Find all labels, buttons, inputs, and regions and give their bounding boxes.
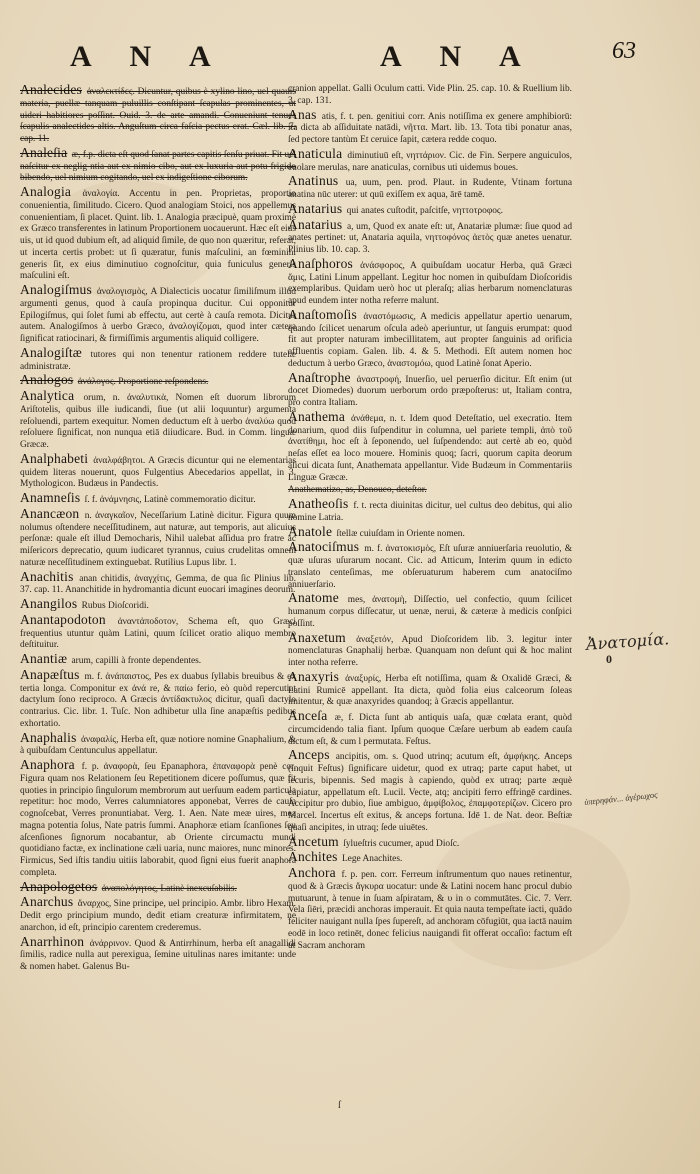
entry-headword: Anantapodoton [20, 611, 106, 627]
entry-definition: f. p. pen. corr. Ferreum inſtrumentum quo naues retinentur, quod & à Græcis ἄγκυρα uocatur: unde & Latini nocem hanc procul dubio mutuarunt, à tenue in ſuam aſpiratam, & υ in o commutātes. Cic. 7. Verr. Vela ſiēri, præcidi anchoras imperauit. Et quia nauta tempeſtate iacti, quādo feliciter nauigant nulla ſpes ſupereſt, ad anchoram cōfugiūt, qua iactā nauim eodē in loco retinēt, donec felicius nauigandi fit offerat occaſio: factum eſt ut Sacram anchoram [288, 870, 572, 951]
entry-headword: Anapæſtus [20, 666, 80, 682]
entry-definition: Anathematizo, as, Denoueo, deteſtor. [288, 485, 427, 496]
entry-definition: ἀναπολόγητος, Latinè inexcuſabilis. [101, 883, 237, 894]
dictionary-entry [288, 867, 572, 952]
entry-definition: a, um, Quod ex anate eſt: ut, Anatariæ plumæ: ſiue quod ad anates pertinet: ut, Anataria aquila, νηττοφόνος ἀετὸς quæ anetes uenatur. Plinius lib. 10. cap. 3. [288, 221, 572, 255]
left-column [20, 84, 296, 1064]
dictionary-entry [288, 668, 572, 709]
dictionary-entry [288, 175, 572, 202]
entry-headword: Analogos [20, 372, 74, 388]
entry-definition: orum, n. ἀναλυτικὰ, Nomen eſt duorum librorum Ariſtotelis, quibus ille iudicandi, ſiue (ut alii loquuntur) argumenta reſoluendi, partem exequitur. Nomen deductum eſt à uerbo ἀναλύω quod reſoluere ſignificat, non nunqua etiā diiudicare. Bud. in Comm. linguæ Græcæ. [20, 393, 296, 450]
entry-definition: f. p. ἀναφορὰ, ſeu Epanaphora, ἐπαναφορὰ penè cor. Figura quam nos Relationem ſeu Repetitionem dicere poſſumus, quæ fit quoties in principio ſingulorum membrorum aut uerſuum eadem particula repetitur: hoc modo, Verres calumniatores apponebat, Verres de cauſa cognoſcebat, Verres pronuntiabat. Verg. 1. Aen. Nate meæ uires, mea magna potentia ſolus, Nate patris ſummi. Anaphoræ etiam ſcanſiones ſeu aſcenſiones ſignorum nocabantur, ab Oriente circumactu mundi quotidiano factæ, ex inclinatione cæli uaria, nunc maiores, nunc minores. Firmicus, Sed iſtis tandiu uitiis laborabit, quod ſigni eius fuerit anaphora completa. [20, 762, 296, 878]
entry-definition: f. t. recta diuinitas dicitur, uel cultus deo debitus, qui alio nomine Latria. [288, 501, 572, 523]
dictionary-entry [20, 390, 296, 452]
entry-definition: ἀνάσφορος, A quibuſdam uocatur Herba, quā Græci ἄμις, Latini Linum appellant. Legitur hoc nomen in quibuſdam Dioſcoridis exemplaribus. Quidam uerò hoc ut pleraſq; alias herbarum nomenclaturas apud eundem inter notha referre malunt. [288, 260, 572, 306]
entry-headword: Anachitis [20, 568, 74, 584]
dictionary-entry [288, 145, 572, 175]
dictionary-entry [20, 878, 296, 896]
right-column [288, 84, 572, 1064]
dictionary-entry [288, 629, 572, 670]
entry-definition: ſylueſtris cucumer, apud Dioſc. [343, 838, 460, 849]
entry-headword: Anaxyris [288, 668, 340, 684]
entry-headword: Ancetum [288, 833, 339, 849]
entry-headword: Anaſtomoſis [288, 306, 357, 322]
entry-definition: ἀναξυρίς, Herba eſt notiſſima, quam & Oxalidē Græci, & Latini Rumicē appellant. Ita dicta, quòd folia eius calceorum ſoleas imitentur, & quæ anaxyrides quandoq; à Græcis appellantur. [288, 673, 572, 708]
entry-definition: ſtellæ cuiuſdam in Oriente nomen. [336, 528, 465, 539]
dictionary-entry [20, 933, 296, 974]
handwritten-margin-note: Ἀνατομία. [585, 629, 670, 654]
dictionary-entry [20, 896, 296, 934]
dictionary-entry [288, 523, 572, 541]
dictionary-entry [20, 505, 296, 570]
entry-definition: diminutiuū eſt, νηττάριον. Cic. de Fin. Serpere anguiculos, euolare merulas, nare anaticulas, cornibus uti uidemus boues. [288, 150, 572, 173]
dictionary-entry [288, 541, 572, 591]
entry-definition: ἀναλογισμὸς, A Dialecticis uocatur ſimiliſmum illud argumenti genus, quod à cauſa propinqua ducitur. Cui opponitur Epilogiſmus, qui ſolet ſumi ab effectu, aut certè à cauſa remota. Dicitur autem. Analogiſmos à uerbo Græco, ἀναλογίζομαι, quod inter cætera ſignificat ratiocinari, & firmiſſimis argumentis aliquid colligere. [20, 287, 296, 344]
entry-headword: Analogia [20, 184, 72, 199]
dictionary-entry [20, 84, 296, 146]
entry-definition: arum, capilli à fronte dependentes. [71, 656, 202, 666]
dictionary-entry [20, 653, 296, 668]
entry-headword: Anceps [288, 747, 330, 763]
entry-headword: Anangilos [20, 596, 78, 611]
entry-definition: ἀναστόμωσις, A medicis appellatur apertio uenarum, quando ſcilicet uenarum oſcula adeò aperiuntur, ut ſanguis erumpat: quod fit aut propter naturam imbecillitatem, aut propter ſanguinis ad orificia affluentis copiam. Galen. lib. 4. & 5. Methodi. Eſt autem nomen hoc deductum à uerbo Græco, ἀναστομόω, quod Latinè ſonat Aperio. [288, 311, 572, 369]
entry-headword: Anaſphoros [288, 255, 353, 271]
entry-headword: Anathema [288, 408, 346, 424]
entry-headword: Anatociſmus [288, 539, 360, 555]
entry-headword: Anatinus [288, 173, 339, 189]
entry-headword: Anchora [288, 865, 336, 880]
entry-headword: Anaxetum [288, 629, 346, 645]
dictionary-entry [20, 284, 296, 346]
dictionary-entry [288, 833, 572, 851]
entry-headword: Anarchus [20, 894, 74, 910]
dictionary-entry [288, 369, 572, 410]
entry-definition: anan chitidis, ἀναγχίτις, Gemma, de qua ſic Plinius lib. 37. cap. 11. Ananchitide in hydromantia dicunt euocari imagines deorum. [20, 573, 296, 596]
dictionary-entry [288, 216, 572, 257]
entry-definition: Lege Anachites. [341, 854, 403, 865]
dictionary-entry [288, 710, 572, 748]
entry-definition: ἀναντἀποδοτον, Schema eſt, quo Græci frequentius utuntur quàm Latini, quum ſcilicet oratio aliquo membro deſtituitur. [20, 616, 296, 651]
handwritten-margin-mark: 0 [606, 652, 612, 666]
dictionary-entry [20, 450, 296, 491]
dictionary-entry [20, 611, 296, 652]
entry-definition: ἄναρχος, Sine principe, uel principio. Ambr. libro Hexam. Dedit ergo principium mundo, dedit etiam creaturæ infirmitatem, ne anarchon, id eſt, principio carentem crederemus. [20, 899, 296, 933]
entry-definition: ſ. f. ἀνάμνησις, Latinè commemoratio dicitur. [84, 495, 256, 505]
entry-definition: Rubus Dioſcoridi. [81, 601, 149, 611]
entry-definition: ancipitis, om. s. Quod utrinq; acutum eſt, ἀμφήκης. Anceps (inquit Feſtus) ſignificare uidetur, quod ex utraq; parte caput habet, ut ſecuris, bipennis. Sed magis à capiendo, quòd ex utraq; parte æquè capiatur, appellatum eſt. Lucil. Vecte, atq; ancipiti ferro effringē cardines. Accipitur pro dubio, ſiue ambiguo, ἀμφίβολος, ἐπαμφοτερίζων. Cicero pro Marcel. Incertus eſt exitus, & anceps fortuna. Idē 1. de Nat. deor. Beſtiæ quaſi ancipites, in utraq; ſede uiuētes. [288, 752, 572, 833]
dictionary-entry [20, 186, 296, 283]
entry-definition: atis, f. t. pen. genitiui corr. Anis notiſſima ex genere amphibiorū: ita dicta ab aſſiduitate natādi, νῆττα. Mart. lib. 13. Tota tibi ponatur anas, ſed pectore tantùm Et ceruice ſapit, cætera redde coquo. [288, 111, 572, 145]
running-head-left: A N A [70, 40, 227, 73]
dictionary-entry [288, 84, 572, 108]
entry-definition: tutores qui non tenentur rationem reddere tutelæ administratæ. [20, 349, 296, 372]
dictionary-entry [20, 759, 296, 880]
entry-headword: Analogiſmus [20, 282, 92, 297]
entry-definition: ἀναλεκτίδες. Dicuntur, quibus è xylino lino, uel quauis materia, puellæ tanquam puluillis conſtipant ſcapulas prominentes, ut uideri habitiores poſſint. Ouid. 3. de arte amandi. Conueniunt tenues ſcapulis analectides altis. Anguſtum circa faſcia pectus erat. Cæl. lib. 7. cap. 11. [20, 87, 296, 144]
entry-definition: ἀναλφάβητοι. A Græcis dicuntur qui ne elementarias quidem literas nouerunt, quos Fulgentius Abecedarios appellat, in 3. Mythologicon. Budæus in Pandectis. [20, 455, 296, 490]
entry-headword: Anaphora [20, 757, 75, 772]
entry-headword: Anatole [288, 523, 333, 539]
dictionary-entry [20, 729, 296, 759]
entry-definition: n. ἀναγκαῖον, Neceſſarium Latinè dicitur. Figura quum nolumus oſtendere neceſſitudinem, aut naturæ, aut temporis, aut alicuius perſonæ: quale eſt illud Democharis, Nihil ualebat aſſidua pro fratre ac miſericors deprecatio, quum iudicaret tyrannus, cuius crudelitas omnem naturæ neceſſitudinem extinguebat. Rutilius Lupus libr. 1. [20, 510, 296, 568]
page-number: 63 [612, 38, 636, 64]
entry-definition: qui anates cuſtodit, paſcitſe, νηττοτροφος. [346, 205, 503, 216]
entry-headword: Anamneſis [20, 490, 81, 505]
entry-headword: Anancæon [20, 505, 80, 521]
entry-headword: Anapologetos [20, 878, 98, 894]
entry-definition: m. f. ἀνάπαιστος, Pes ex duabus ſyllabis breuibus & ex tertia longa. Componitur ex ἀνά re, & παίω ferio, eò quòd repercutiat dactylum ſono reciproco. A Græcis ἀντίδακτυλος dicitur, quaſi dactylo contrarius. Cic. libr. 1. Tuſc. Non adhibetur ulla ſine anapæſtis pedibus exhortatio. [20, 671, 296, 729]
dictionary-entry [288, 498, 572, 525]
entry-headword: Anaſtrophe [288, 369, 351, 385]
entry-headword: Anatheoſis [288, 496, 349, 511]
entry-headword: Anchites [288, 849, 338, 865]
dictionary-entry [20, 666, 296, 731]
entry-definition: mes, ἀνατομὴ, Diſſectio, uel confectio, quum ſcilicet humanum corpus diſſecatur, ut uenæ, nerui, & cæteræ à medicis conſpici poſſint. [288, 595, 572, 629]
dictionary-entry [20, 568, 296, 598]
entry-headword: Anatarius [288, 216, 343, 232]
entry-headword: Analphabeti [20, 450, 89, 466]
dictionary-entry [20, 144, 296, 185]
dictionary-entry [20, 344, 296, 374]
entry-headword: Anas [288, 106, 317, 122]
entry-definition: ua, uum, pen. prod. Plaut. in Rudente, Vtinam fortuna anatina nūc uterer: ut quū exiſſem ex aqua, ārē tamē. [288, 178, 572, 200]
entry-definition: ἀναφαλίς, Herba eſt, quæ notiore nomine Gnaphalium, & à quibuſdam Centunculus appellatur. [20, 734, 296, 757]
entry-headword: Analeſia [20, 144, 68, 160]
entry-definition: cranion appellat. Galli Oculum catti. Vide Plin. 25. cap. 10. & Ruellium lib. 3. cap. 131. [288, 84, 572, 106]
dictionary-entry [288, 106, 572, 147]
handwritten-scribble: ὑπερηφάν... ἀγέρωχος [583, 789, 658, 807]
entry-definition: ἀναλογία. Accentu in pen. Proprietas, proportio conuenientia, ſimilitudo. Cicero. Quod analogiam Stoici, nos appellemus conuenientiam, ſi placet. Quint. lib. 1. Analogia præcipuè, quam proximè ex Græco transferentes in latinum Proportionem uocauerunt. Hæc eſt eius uis, ut id quod dubium eſt, ad aliquid ſimile, de quo non quæritur, referat, ut incerta certis probet: ut ſi quæratur, funis maſculini, an fœminini generis ſit, ex eius diminutiuo cognoſcitur, quia funiculus generis maſculini eſt. [20, 189, 296, 282]
entry-definition: ἀνάθεμα, n. t. Idem quod Deteſtatio, uel execratio. Item donarium, quod diis ſuſpenditur in columna, uel pariete templi, ἀπὸ τοῦ ἀνατίθημι, hoc eſt à ſeponendo, uel ſuſpendendo: aut certè ab eo, quòd neſas eſſet ea loco mouere. Hominis quoq; ſacri, quorum capita deorum alicui dicata ſunt, Anathemata appellantur. Vide Budæum in Commentariis Linguæ Græcæ. [288, 413, 572, 483]
entry-headword: Anantiæ [20, 651, 68, 666]
entry-definition: ἀνάλογος. Proportione reſpondens. [77, 377, 209, 388]
entry-definition: ἀναστροφή, Inuerſio, uel peruerſio dicitur. Eſt enim (ut docet Diomedes) duorum uerborum ordo præpoſterus: ut, Italiam contra, pro contra Italiam. [288, 374, 572, 408]
entry-headword: Anaphalis [20, 729, 77, 745]
dictionary-entry [288, 200, 572, 218]
entry-headword: Analecides [20, 84, 82, 97]
entry-headword: Anaticula [288, 145, 343, 161]
dictionary-entry [20, 598, 296, 613]
dictionary-entry [20, 492, 296, 507]
entry-definition: ἀνάρρινον. Quod & Antirrhinum, herba eſt anagallidi ſimilis, radice nulla aut perexigua, ſemine uitulinas nares imitante: unde & nomen habet. Galenus Bu- [20, 938, 296, 972]
dictionary-entry [20, 374, 296, 389]
entry-headword: Analogiſtæ [20, 344, 82, 360]
dictionary-entry [288, 592, 572, 630]
entry-headword: Analytica [20, 388, 75, 403]
running-head-right: A N A [380, 40, 537, 73]
dictionary-entry [288, 749, 572, 834]
entry-headword: Anarrhinon [20, 933, 85, 949]
entry-headword: Anatome [288, 590, 339, 606]
entry-headword: Anatarius [288, 200, 343, 216]
entry-definition: æ, f. Dicta ſunt ab antiquis uaſa, quæ cœlata erant, quòd circumcidendo talia fiant. Ipſum quoque Cæſare uerbum ab eadem cauſa dictum eſt, & cum l permutata. Feſtus. [288, 713, 572, 747]
dictionary-entry [288, 851, 572, 866]
dictionary-entry [288, 255, 572, 308]
entry-definition: æ, f.p. dicta eſt quod ſanat partes capitis ſenſu priuat. Fit uel naſcitur ex neglig ntia aut ex nimio cibo, aut ex luxuria aut potu frigido bibendo, uel nimium cogitando, uel ex indigeſtione ciborum. [20, 149, 296, 184]
entry-headword: Anceſa [288, 708, 328, 723]
entry-definition: m. f. ἀνατοκισμὸς, Eſt uſuræ anniuerſaria reuolutio, & quæ uſuras uſurarum nocant. Cic. ad Atticum, Interim quum in edicto translato centeſimas, me obſeruaturum haberem cum anatociſmo anniuerſario. [288, 544, 572, 590]
signature-mark: ſ [338, 1100, 341, 1111]
dictionary-entry [288, 306, 572, 371]
entry-definition: ἀναξετόν, Apud Dioſcoridem lib. 3. legitur inter nomenclaturas Gnaphalij herbæ. Quanquam non deſunt qui & hoc malint inter notha referre. [288, 634, 572, 668]
dictionary-entry [288, 408, 572, 485]
